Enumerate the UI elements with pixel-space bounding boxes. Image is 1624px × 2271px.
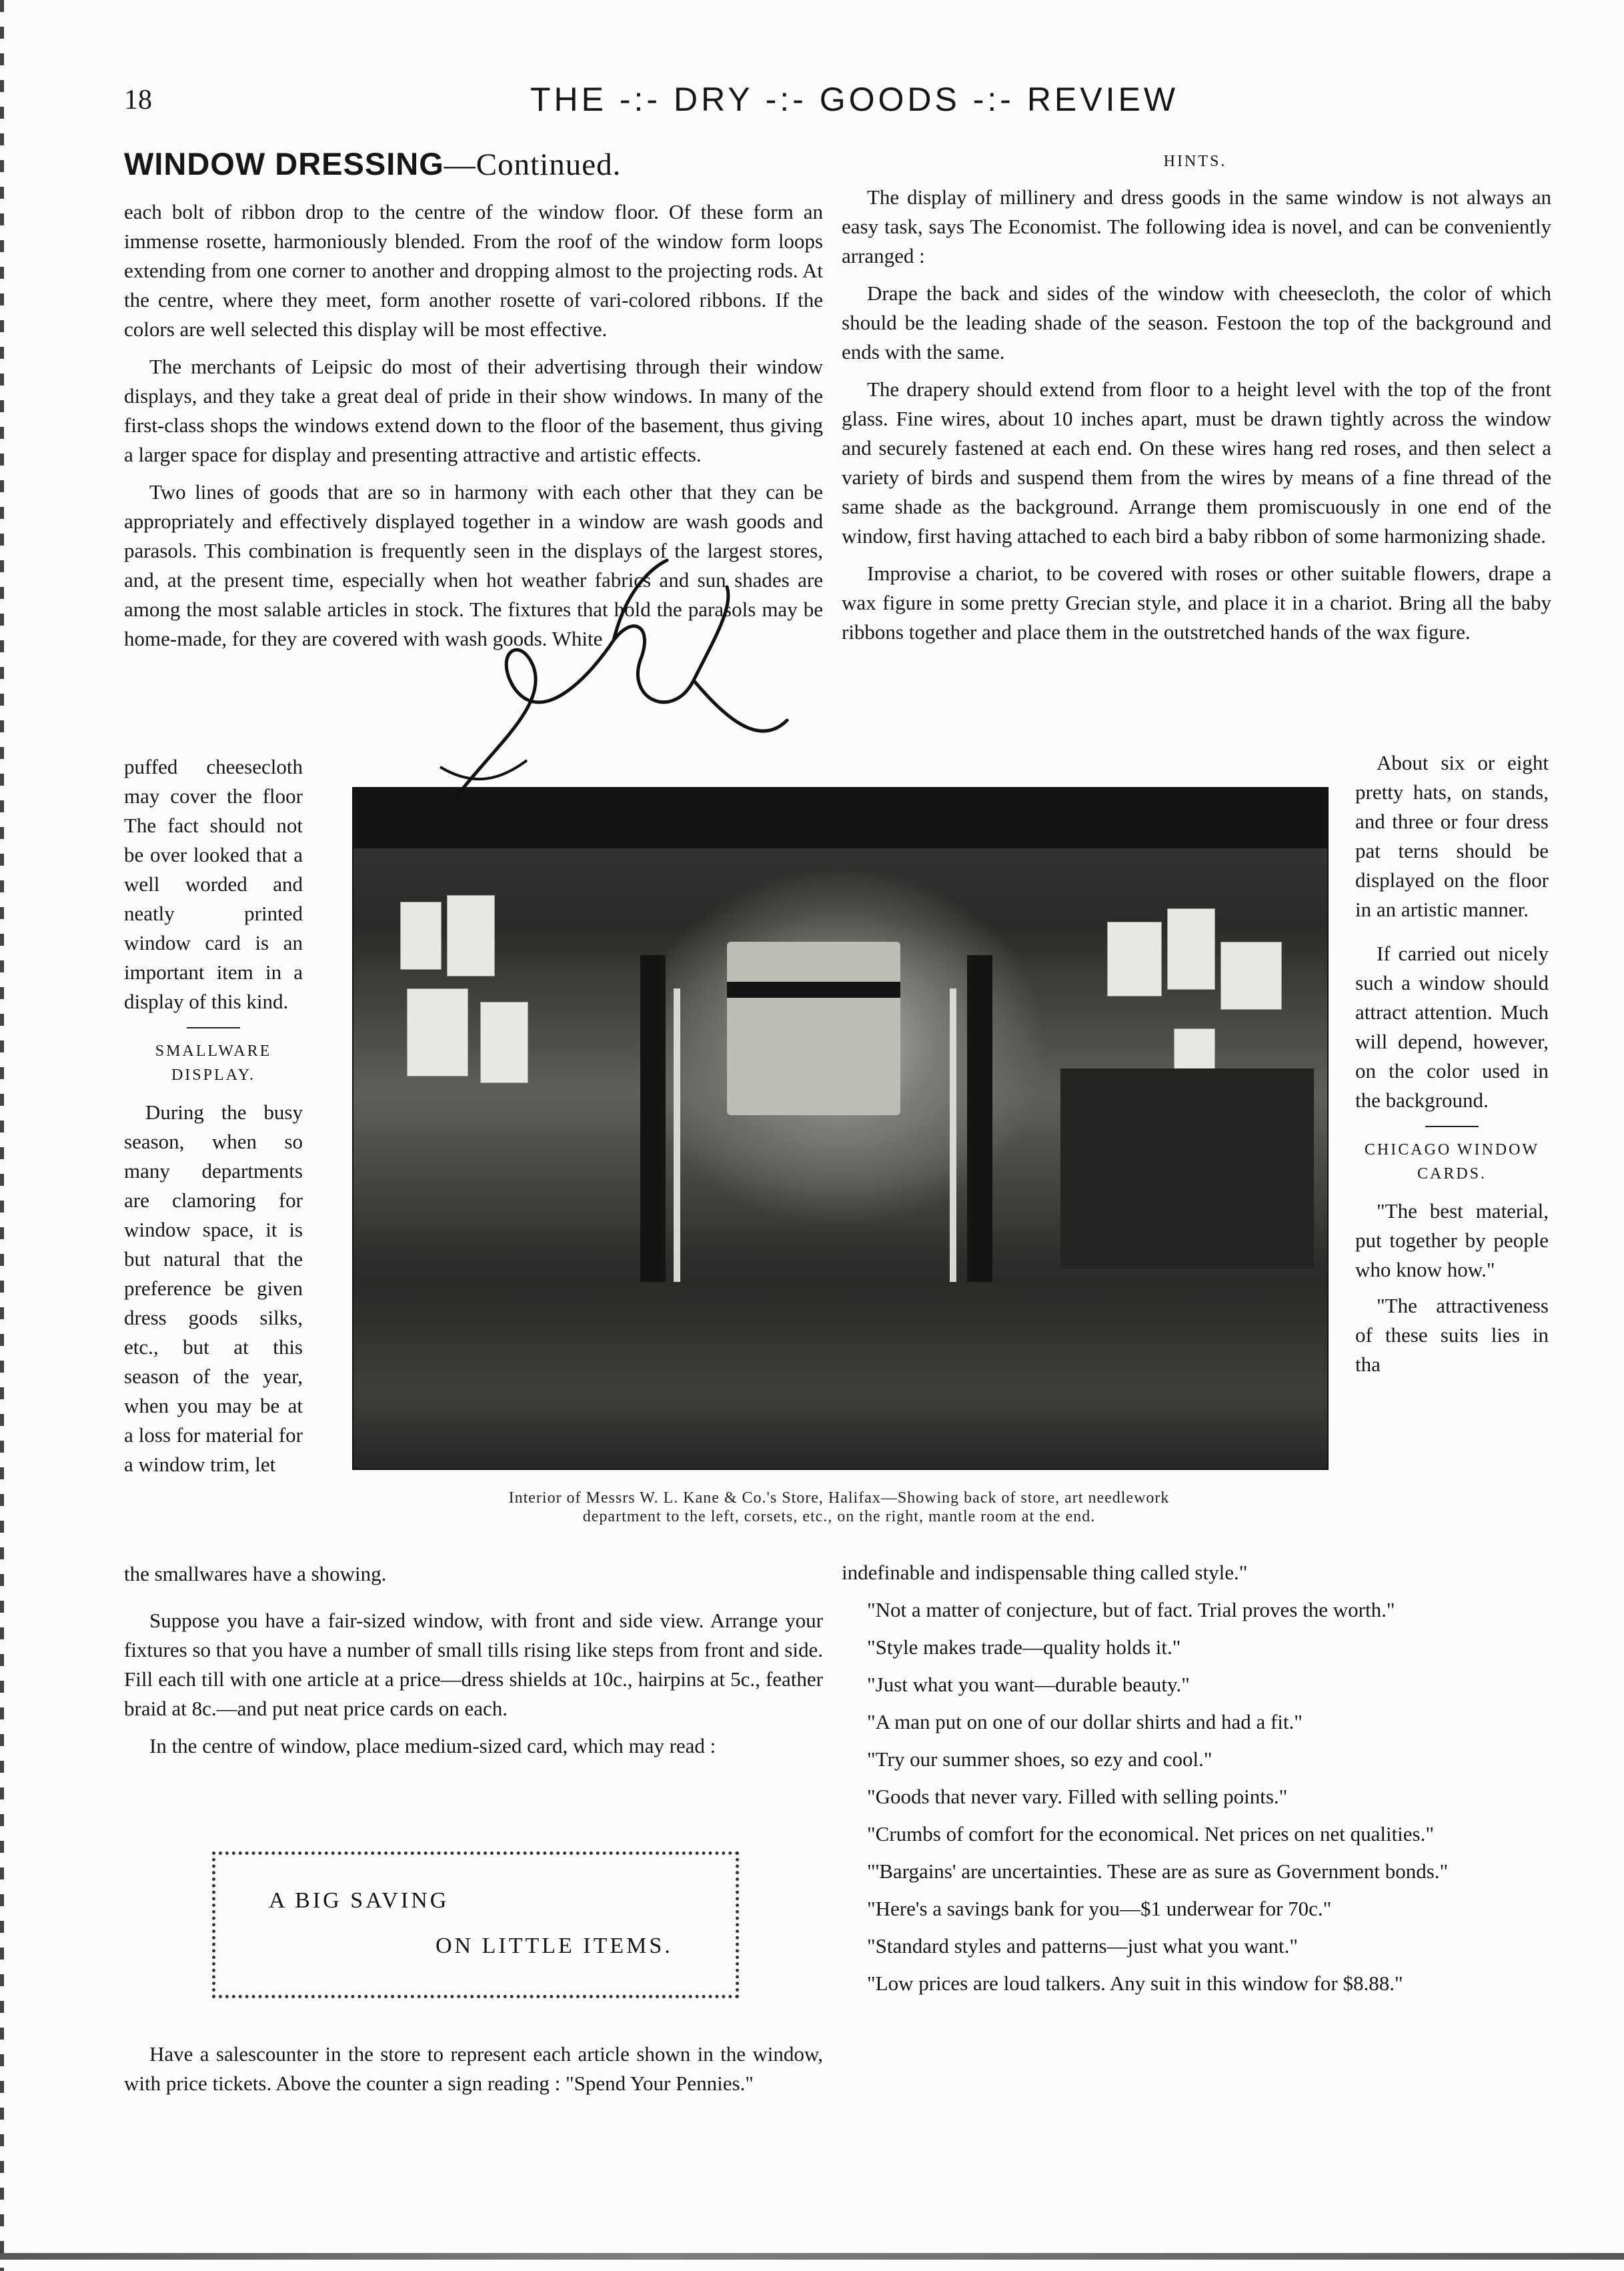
store-interior-photo bbox=[352, 787, 1329, 1470]
slogan: "Low prices are loud talkers. Any suit in this window for $8.88." bbox=[867, 1972, 1403, 1995]
page-number: 18 bbox=[124, 85, 152, 115]
slogan: "A man put on one of our dollar shirts and had a fit." bbox=[867, 1710, 1303, 1733]
slogan: "'Bargains' are uncertainties. These are as sure as Government bonds." bbox=[867, 1859, 1449, 1883]
slogan: "Standard styles and patterns—just what you want." bbox=[867, 1934, 1299, 1958]
card-line-2: ON LITTLE ITEMS. bbox=[436, 1934, 673, 1958]
card-line-1: A BIG SAVING bbox=[269, 1888, 450, 1913]
chicago-heading: CHICAGO WINDOW CARDS. bbox=[1364, 1141, 1540, 1183]
photo-caption bbox=[360, 1489, 1318, 1526]
hints-para: Drape the back and sides of the window with cheesecloth, the color of which should be the leading shade of the season. Festoon the top of the background and ends with the same. bbox=[842, 281, 1551, 363]
slogan: "Not a matter of conjecture, but of fact. Trial proves the worth." bbox=[867, 1598, 1395, 1621]
running-title: THE -:- DRY -:- GOODS -:- REVIEW bbox=[530, 81, 1179, 118]
page-edge-marks bbox=[0, 0, 4, 2271]
left-final bbox=[124, 2040, 823, 2106]
bottom-edge-mark bbox=[0, 2253, 1624, 2260]
hints-para: The drapery should extend from floor to a height level with the top of the front glass. Fine wires, about 10 inches apart, must be drawn tightly across the window and securely fastened at each end. On these wires hang red roses, and then select a variety of birds and suspend them from the wires by means of a fine thread of the same shade as the background. Arrange them promiscuously in one end of the window, first having attached to each bird a baby ribbon of some harmonizing shade. bbox=[842, 377, 1551, 548]
slogan: "Crumbs of comfort for the economical. Net prices on net qualities." bbox=[867, 1822, 1435, 1845]
slogan: "Here's a savings bank for you—$1 underwear for 70c." bbox=[867, 1897, 1332, 1920]
slogan: "Just what you want—durable beauty." bbox=[867, 1673, 1190, 1696]
slogan: "Style makes trade—quality holds it." bbox=[867, 1635, 1181, 1659]
handwritten-scribble-icon bbox=[414, 547, 827, 827]
smallware-heading: SMALLWARE DISPLAY. bbox=[155, 1042, 272, 1084]
right-narrow-column bbox=[1355, 748, 1549, 1386]
chicago-quote: "The best material, put together by people who know how." bbox=[1355, 1199, 1549, 1281]
hints-para: Improvise a chariot, to be covered with roses or other suitable flowers, drape a wax figure in some pretty Grecian style, and place it in a chariot. Bring all the baby ribbons together and place them in the outstretched hands of the wax figure. bbox=[842, 562, 1551, 644]
left-narrow-column bbox=[124, 752, 303, 1486]
divider bbox=[1425, 1126, 1479, 1127]
left-final-para: Have a salescounter in the store to represent each article shown in the window, with price tickets. Above the counter a sign reading : "Spend Your Pennies." bbox=[124, 2042, 823, 2095]
hints-para: The display of millinery and dress goods in the same window is not always an easy task, says The Economist. The following idea is novel, and can be conveniently arranged : bbox=[842, 185, 1551, 267]
heading-continued: —Continued. bbox=[444, 147, 622, 182]
right-column-top bbox=[842, 183, 1551, 655]
right-narrow-para: About six or eight pretty hats, on stands, and three or four dress pat terns should be displayed on the floor in an artistic manner. bbox=[1355, 751, 1549, 921]
left-para: The merchants of Leipsic do most of their advertising through their window displays, and they take a great deal of pride in their show windows. In many of the first-class shops the windows extend down to the floor of the basement, thus giving a larger space for display and presenting attractive and artistic effects. bbox=[124, 355, 823, 466]
chicago-continued: indefinable and indispensable thing called style." bbox=[842, 1561, 1248, 1584]
divider bbox=[187, 1027, 240, 1028]
sample-card bbox=[212, 1851, 739, 1998]
right-column-bottom bbox=[842, 1558, 1551, 2006]
hints-heading: HINTS. bbox=[1163, 153, 1227, 170]
caption-line-1: Interior of Messrs W. L. Kane & Co.'s Store, Halifax—Showing back of store, art needlework bbox=[508, 1489, 1170, 1507]
left-column-bottom bbox=[124, 1559, 823, 1769]
smallware-continued: the smallwares have a showing. bbox=[124, 1562, 387, 1585]
right-narrow-para: If carried out nicely such a window should attract attention. Much will depend, however, on the color used in the background. bbox=[1355, 942, 1549, 1112]
article-heading bbox=[124, 145, 621, 183]
smallware-para: During the busy season, when so many departments are clamoring for window space, it is but natural that the preference be given dress goods silks, etc., but at this season of the year, when you may be at a loss for material for a window trim, let bbox=[124, 1100, 303, 1476]
chicago-quote: "The attractiveness of these suits lies in tha bbox=[1355, 1294, 1549, 1376]
left-bottom-para: Suppose you have a fair-sized window, with front and side view. Arrange your fixtures so that you have a number of small tills rising like steps from front and side. Fill each till with one article at a price—dress shields at 10c., hairpins at 5c., feather braid at 8c.—and put neat price cards on each. bbox=[124, 1609, 823, 1720]
heading-main: WINDOW DRESSING bbox=[124, 146, 444, 181]
caption-line-2: department to the left, corsets, etc., on the right, mantle room at the end. bbox=[582, 1508, 1096, 1525]
left-para: Two lines of goods that are so in harmony with each other that they can be appropriately and effectively displayed together in a window are wash goods and parasols. This combination is frequently seen in the displays of the largest stores, and, at the present time, especially when hot weather fabrics and sun shades are among the most salable articles in stock. The fixtures that hold the parasols may be home-made, for they are covered with wash goods. White bbox=[124, 480, 823, 650]
left-para: each bolt of ribbon drop to the centre of the window floor. Of these form an immense rosette, harmoniously blended. From the roof of the window form loops extending from one corner to another and dropping almost to the projecting rods. At the centre, where they meet, form another rosette of vari-colored ribbons. If the colors are well selected this display will be most effective. bbox=[124, 200, 823, 341]
slogan: "Goods that never vary. Filled with selling points." bbox=[867, 1785, 1288, 1808]
left-bottom-para: In the centre of window, place medium-sized card, which may read : bbox=[149, 1734, 716, 1757]
slogan: "Try our summer shoes, so ezy and cool." bbox=[867, 1747, 1212, 1771]
left-narrow-para: puffed cheesecloth may cover the floor The fact should not be over looked that a well worded and neatly printed window card is an important item in a display of this kind. bbox=[124, 755, 303, 1013]
